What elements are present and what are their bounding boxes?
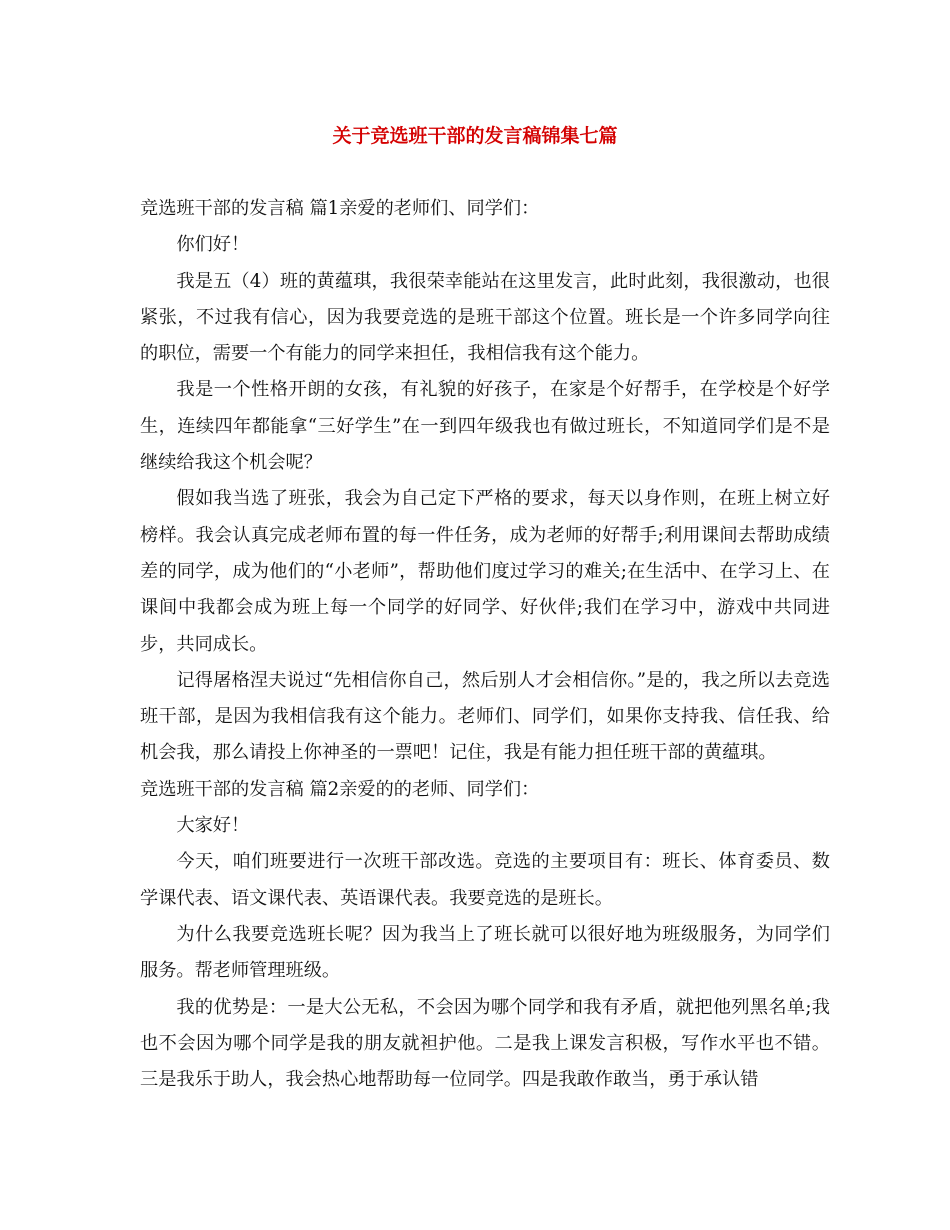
document-title: 关于竞选班干部的发言稿锦集七篇 bbox=[332, 125, 618, 147]
paragraph: 你们好！ bbox=[176, 234, 250, 256]
paragraph: 记得屠格涅夫说过“先相信你自己，然后别人才会相信你。”是的，我之所以去竞选班干部，是因为我相信我有这个能力。老师们、同学们，如果你支持我、信任我、给机会我，那么请投上你神圣的一票吧！记住，我是有能力担任班干部的黄蕴琪。 bbox=[140, 669, 830, 764]
paragraph: 今天，咱们班要进行一次班干部改选。竞选的主要项目有：班长、体育委员、数学课代表、语文课代表、英语课代表。我要竞选的是班长。 bbox=[140, 851, 830, 909]
paragraph: 为什么我要竞选班长呢？因为我当上了班长就可以很好地为班级服务，为同学们服务。帮老师管理班级。 bbox=[140, 923, 830, 982]
paragraph: 大家好！ bbox=[176, 815, 250, 837]
document-body bbox=[140, 191, 830, 1098]
paragraph: 我是五（4）班的黄蕴琪，我很荣幸能站在这里发言，此时此刻，我很激动，也很紧张，不过我有信心，因为我要竞选的是班干部这个位置。班长是一个许多同学向往的职位，需要一个有能力的同学来担任，我相信我有这个能力。 bbox=[140, 270, 830, 365]
paragraph: 我是一个性格开朗的女孩，有礼貌的好孩子，在家是个好帮手，在学校是个好学生，连续四年都能拿“三好学生”在一到四年级我也有做过班长，不知道同学们是不是继续给我这个机会呢？ bbox=[140, 379, 830, 474]
paragraph: 假如我当选了班张，我会为自己定下严格的要求，每天以身作则，在班上树立好榜样。我会认真完成老师布置的每一件任务，成为老师的好帮手;利用课间去帮助成绩差的同学，成为他们的“小老师”，帮助他们度过学习的难关;在生活中、在学习上、在课间中我都会成为班上每一个同学的好同学、好伙伴;我们在学习中，游戏中共同进步，共同成长。 bbox=[140, 488, 830, 655]
paragraph: 我的优势是：一是大公无私，不会因为哪个同学和我有矛盾，就把他列黑名单;我也不会因为哪个同学是我的朋友就袒护他。二是我上课发言积极，写作水平也不错。三是我乐于助人，我会热心地帮助每一位同学。四是我敢作敢当，勇于承认错 bbox=[140, 996, 830, 1091]
section-heading: 竞选班干部的发言稿 篇1亲爱的老师们、同学们： bbox=[140, 198, 540, 219]
section-heading: 竞选班干部的发言稿 篇2亲爱的的老师、同学们： bbox=[140, 778, 540, 800]
